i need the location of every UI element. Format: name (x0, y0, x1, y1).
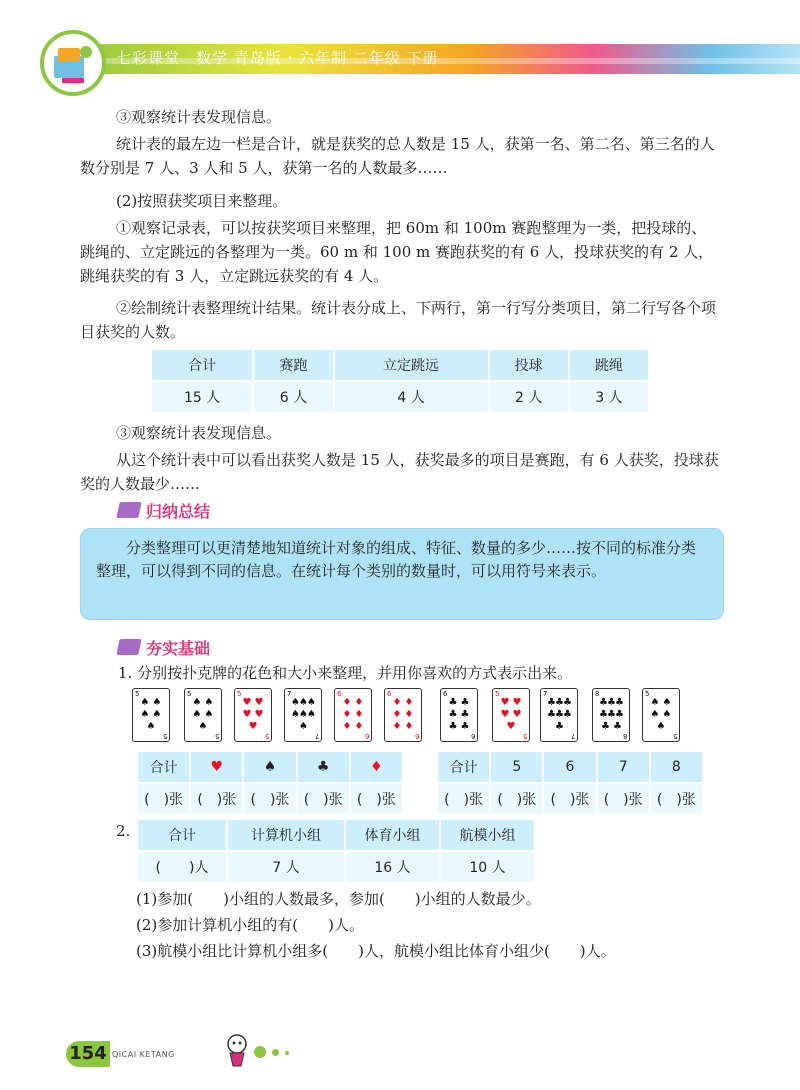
section-b-step1: ①观察记录表，可以按获奖项目来整理，把 60m 和 100m 赛跑整理为一类，把投球的、跳绳的、立定跳远的各整理为一类。60 m 和 100 m 赛跑获奖的有 6 人，投球获奖的有 2 人，跳绳获奖的有 3 人，立定跳远获奖的有 4 人。 (80, 219, 714, 285)
card-corner-rank: 5 (187, 690, 192, 698)
suit-pip-icon: ♣ (448, 709, 458, 720)
card-pips (139, 697, 163, 733)
card-corner-rank: 6 (364, 732, 369, 740)
suit-pip-icon: ♠ (307, 697, 316, 708)
suit-pip-icon: ♣ (563, 697, 572, 708)
suit-pip-icon: ♠ (650, 709, 660, 720)
suit-pip-icon: ♦ (354, 709, 364, 720)
suit-pip-icon: ♦ (342, 721, 352, 732)
suit-pip-icon: ♥ (254, 709, 264, 720)
rank-header-cell: 合计 (437, 751, 490, 783)
card-corner-rank: 8 (622, 732, 627, 740)
suit-pip-icon: ♦ (392, 721, 402, 732)
card-corner-rank: 6 (387, 690, 392, 698)
suit-header-spade: ♠ (243, 751, 296, 783)
card-pips (649, 697, 673, 733)
suit-pip-icon: ♣ (448, 721, 458, 732)
suit-pip-icon: ♥ (242, 709, 252, 720)
card-corner-rank: 5 (135, 690, 140, 698)
book-icon (116, 639, 141, 655)
section-b-step2: ②绘制统计表整理统计结果。统计表分成上、下两行，第一行写分类项目，第二行写各个项目获奖的人数。 (80, 299, 717, 341)
playing-card (184, 688, 222, 742)
card-corner-rank: 5 (495, 690, 500, 698)
summary-text: 分类整理可以更清楚地知道统计对象的组成、特征、数量的多少……按不同的标准分类整理，可以得到不同的信息。在统计每个类别的数量时，可以用符号来表示。 (96, 539, 697, 580)
footer-brand: QICAI KETANG (112, 1050, 175, 1059)
group-cell: 7 人 (227, 851, 345, 883)
card-corner-rank: 6 (414, 732, 419, 740)
suit-pip-icon: ♦ (342, 697, 352, 708)
suit-pip-icon: ♣ (615, 709, 624, 720)
card-corner-rank: 6 (443, 690, 448, 698)
question-1: 1. 分别按扑克牌的花色和大小来整理，并用你喜欢的方式表示出来。 (118, 664, 573, 682)
suit-pip-icon: ♣ (460, 721, 470, 732)
suit-pip-icon: ♥ (512, 709, 522, 720)
suit-header-heart: ♥ (190, 751, 243, 783)
card-corner-rank: 7 (287, 690, 292, 698)
suit-pip-icon: ♦ (354, 721, 364, 732)
card-corner-rank: 5 (162, 732, 167, 740)
suit-pip-icon: ♠ (152, 709, 162, 720)
card-pips (191, 697, 215, 733)
card-corner-rank: 8 (595, 690, 600, 698)
section-b-title: (2)按照获奖项目来整理。 (116, 192, 288, 210)
card-pips (341, 697, 365, 733)
playing-card (540, 688, 578, 742)
table-header-cell: 投球 (489, 349, 569, 381)
suit-pip-icon: ♥ (500, 697, 510, 708)
playing-card (492, 688, 530, 742)
answer-blank[interactable]: ( )张 (243, 783, 296, 815)
rank-header-cell: 8 (650, 751, 703, 783)
suit-pip-icon: ♣ (555, 709, 564, 720)
suit-header-total: 合计 (137, 751, 190, 783)
table-header-cell: 合计 (151, 349, 253, 381)
mascot-icon (222, 1032, 252, 1076)
answer-blank[interactable]: ( )张 (190, 783, 243, 815)
suit-pip-icon: ♦ (342, 709, 352, 720)
suit-pip-icon: ♠ (204, 697, 214, 708)
suit-table (136, 750, 404, 816)
question-2-item-1: (1)参加( )小组的人数最多，参加( )小组的人数最少。 (136, 890, 541, 908)
card-pips (241, 697, 265, 733)
suit-pip-icon: ♣ (599, 709, 608, 720)
table-header-cell: 跳绳 (569, 349, 649, 381)
answer-blank[interactable]: ( )张 (350, 783, 403, 815)
group-cell: 10 人 (440, 851, 535, 883)
suit-pip-icon: ♦ (404, 709, 414, 720)
suit-pip-icon: ♠ (291, 697, 300, 708)
suit-pip-icon: ♠ (192, 697, 202, 708)
suit-pip-icon: ♦ (354, 697, 364, 708)
card-pips (291, 697, 315, 733)
rank-header-cell: 5 (490, 751, 543, 783)
suit-pip-icon: ♠ (299, 709, 308, 720)
answer-blank[interactable]: ( )张 (650, 783, 703, 815)
suit-pip-icon: ♠ (650, 697, 660, 708)
rank-header-cell: 7 (597, 751, 650, 783)
card-pips (447, 697, 471, 733)
playing-card (440, 688, 478, 742)
suit-header-club: ♣ (297, 751, 350, 783)
suit-pip-icon: ♠ (192, 709, 202, 720)
suit-pip-icon: ♥ (242, 697, 252, 708)
suit-pip-icon: ♥ (512, 697, 522, 708)
question-2-label: 2. (116, 822, 131, 840)
summary-title: 归纳总结 (146, 502, 211, 521)
playing-card (592, 688, 630, 742)
suit-pip-icon: ♥ (500, 709, 510, 720)
suit-pip-icon: ♠ (204, 709, 214, 720)
card-corner-rank: 7 (543, 690, 548, 698)
table-header-cell: 赛跑 (253, 349, 333, 381)
answer-blank[interactable]: ( )张 (137, 783, 190, 815)
group-header-cell: 航模小组 (440, 819, 535, 851)
answer-blank[interactable]: ( )张 (597, 783, 650, 815)
suit-pip-icon: ♣ (563, 709, 572, 720)
suit-pip-icon: ♣ (601, 721, 610, 732)
step3-text-a: 统计表的最左边一栏是合计，就是获奖的总人数是 15 人，获第一名、第二名、第三名的人数分别是 7 人、3 人和 5 人，获第一名的人数最多…… (80, 135, 715, 177)
answer-blank[interactable]: ( )张 (490, 783, 543, 815)
suit-pip-icon: ♣ (555, 697, 564, 708)
group-header-cell: 合计 (137, 819, 227, 851)
card-pips (547, 697, 571, 733)
rank-header-cell: 6 (543, 751, 596, 783)
card-corner-rank: 5 (522, 732, 527, 740)
suit-pip-icon: ♥ (248, 721, 258, 732)
card-corner-rank: 5 (672, 732, 677, 740)
step3-title-a: ③观察统计表发现信息。 (116, 108, 282, 126)
suit-pip-icon: ♠ (662, 697, 672, 708)
suit-pip-icon: ♣ (448, 697, 458, 708)
suit-header-diamond: ♦ (350, 751, 403, 783)
group-header-cell: 体育小组 (345, 819, 440, 851)
page-number: 154 (66, 1041, 110, 1067)
answer-blank[interactable]: ( )人 (137, 851, 227, 883)
suit-pip-icon: ♠ (198, 721, 208, 732)
dot-icon (254, 1046, 266, 1058)
dot-icon (285, 1051, 289, 1055)
table-cell: 4 人 (334, 381, 489, 413)
suit-pip-icon: ♠ (299, 697, 308, 708)
suit-pip-icon: ♣ (547, 709, 556, 720)
practice-title: 夯实基础 (146, 639, 211, 658)
card-corner-rank: 5 (645, 690, 650, 698)
step3-title-b: ③观察统计表发现信息。 (116, 424, 282, 442)
suit-pip-icon: ♣ (547, 697, 556, 708)
question-2-item-3: (3)航模小组比计算机小组多( )人，航模小组比体育小组少( )人。 (136, 942, 616, 960)
card-corner-rank: 7 (314, 732, 319, 740)
question-2-item-2: (2)参加计算机小组的有( )人。 (136, 916, 364, 934)
playing-card (132, 688, 170, 742)
step3-text-b: 从这个统计表中可以看出获奖人数是 15 人，获奖最多的项目是赛跑，有 6 人获奖，投球获奖的人数最少…… (80, 451, 719, 493)
playing-card (334, 688, 372, 742)
suit-pip-icon: ♠ (140, 709, 150, 720)
playing-card (384, 688, 422, 742)
table-header-cell: 立定跳远 (334, 349, 489, 381)
suit-pip-icon: ♦ (404, 697, 414, 708)
suit-pip-icon: ♣ (615, 697, 624, 708)
suit-pip-icon: ♣ (460, 709, 470, 720)
book-logo-icon (40, 30, 106, 96)
playing-card (234, 688, 272, 742)
suit-pip-icon: ♥ (506, 721, 516, 732)
playing-card (642, 688, 680, 742)
suit-pip-icon: ♦ (392, 697, 402, 708)
suit-pip-icon: ♣ (607, 697, 616, 708)
book-icon (116, 502, 141, 518)
suit-pip-icon: ♦ (392, 709, 402, 720)
card-corner-rank: 5 (264, 732, 269, 740)
table-cell: 6 人 (253, 381, 333, 413)
group-header-cell: 计算机小组 (227, 819, 345, 851)
suit-pip-icon: ♣ (460, 697, 470, 708)
answer-blank[interactable]: ( )张 (297, 783, 350, 815)
card-corner-rank: 5 (237, 690, 242, 698)
award-items-table (150, 348, 650, 414)
suit-pip-icon: ♠ (662, 709, 672, 720)
group-table (136, 818, 536, 884)
card-pips (391, 697, 415, 733)
answer-blank[interactable]: ( )张 (437, 783, 490, 815)
suit-pip-icon: ♥ (254, 697, 264, 708)
suit-pip-icon: ♣ (555, 721, 564, 732)
suit-pip-icon: ♦ (404, 721, 414, 732)
playing-card (284, 688, 322, 742)
suit-pip-icon: ♠ (152, 697, 162, 708)
header-title: 七彩课堂 数学 青岛版 · 六年制 二年级 下册 (116, 49, 439, 67)
suit-pip-icon: ♣ (607, 709, 616, 720)
suit-pip-icon: ♠ (146, 721, 156, 732)
rank-table (436, 750, 704, 816)
suit-pip-icon: ♠ (307, 709, 316, 720)
card-corner-rank: 7 (570, 732, 575, 740)
suit-pip-icon: ♣ (599, 697, 608, 708)
answer-blank[interactable]: ( )张 (543, 783, 596, 815)
group-cell: 16 人 (345, 851, 440, 883)
card-pips (599, 697, 623, 733)
table-cell: 2 人 (489, 381, 569, 413)
table-cell: 3 人 (569, 381, 649, 413)
card-corner-rank: 5 (214, 732, 219, 740)
suit-pip-icon: ♠ (299, 721, 308, 732)
card-corner-rank: 6 (337, 690, 342, 698)
card-pips (499, 697, 523, 733)
suit-pip-icon: ♣ (613, 721, 622, 732)
dot-icon (272, 1049, 279, 1056)
table-cell: 15 人 (151, 381, 253, 413)
suit-pip-icon: ♠ (656, 721, 666, 732)
suit-pip-icon: ♠ (140, 697, 150, 708)
suit-pip-icon: ♠ (291, 709, 300, 720)
card-corner-rank: 6 (470, 732, 475, 740)
